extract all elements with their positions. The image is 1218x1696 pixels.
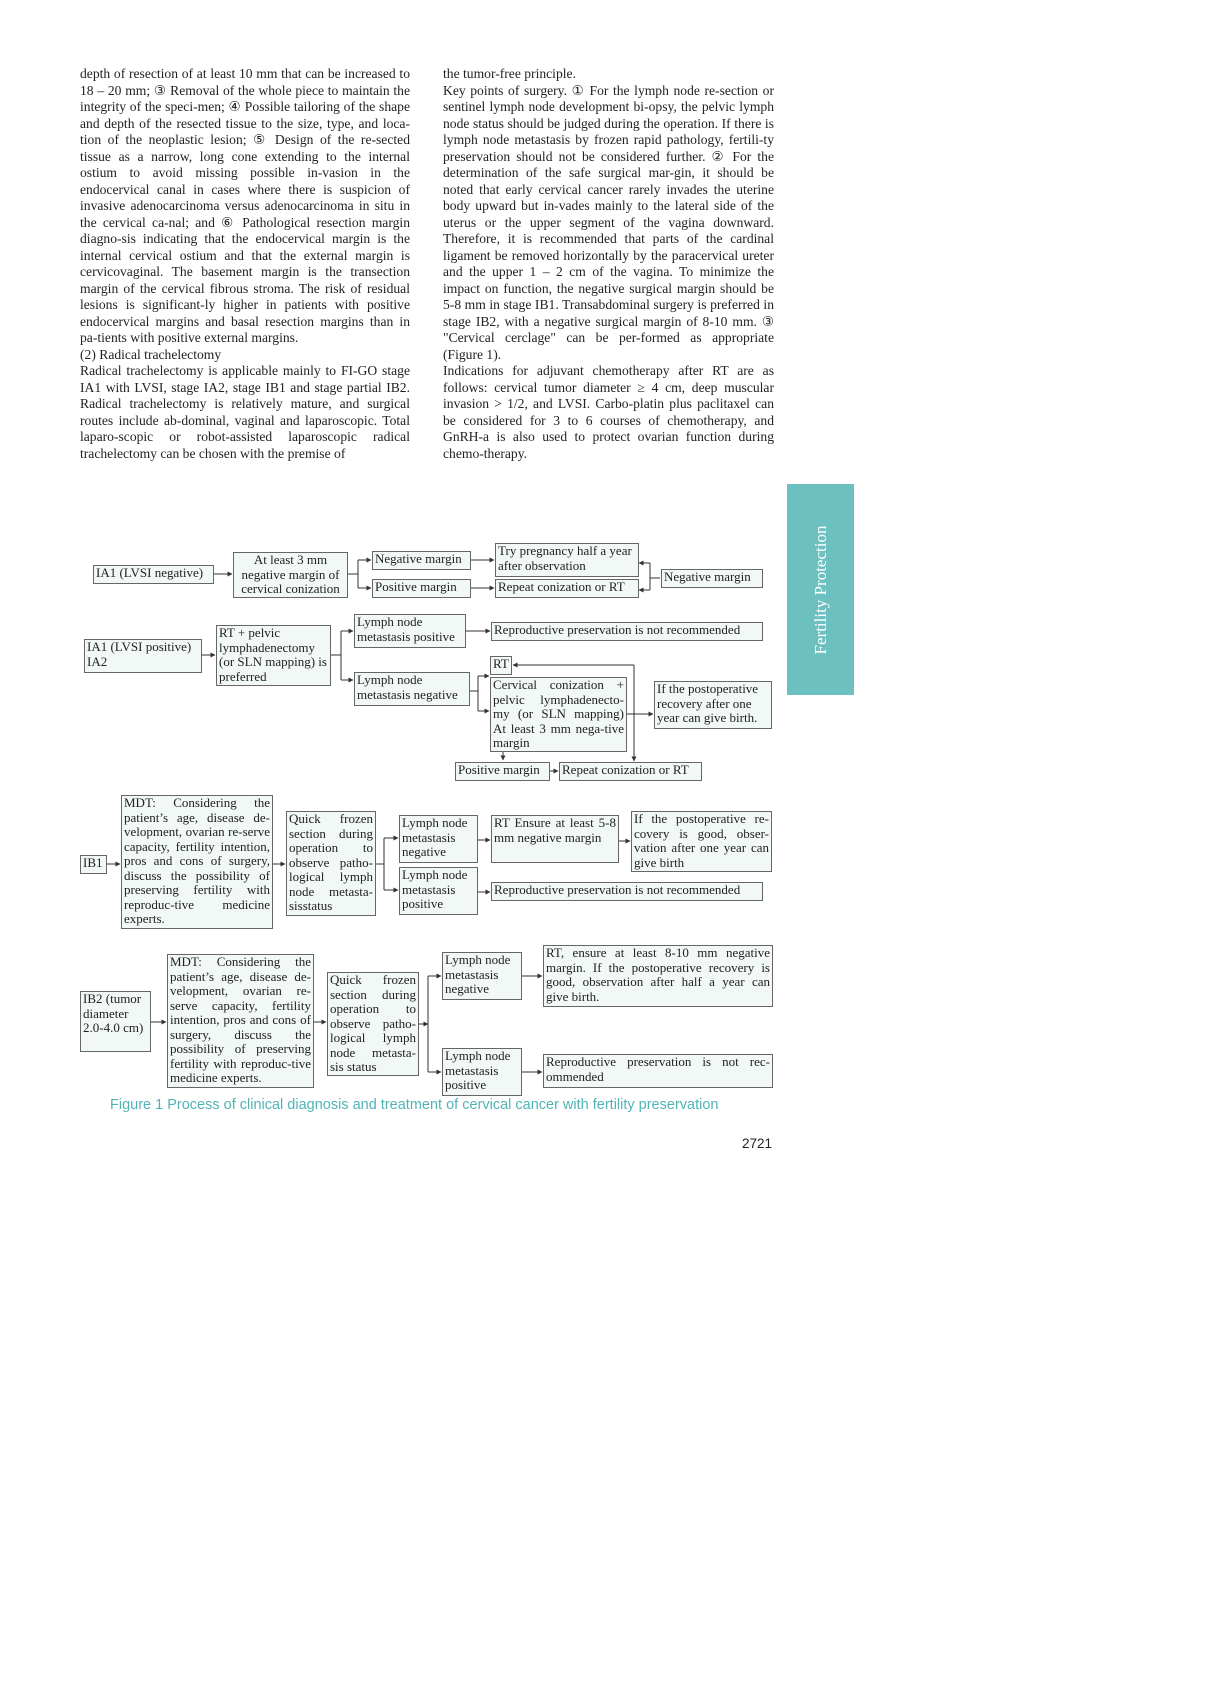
- rt-box: RT: [490, 656, 512, 675]
- postoperative-recovery-box: If the postoperative recovery after one year can give birth.: [654, 681, 772, 729]
- rt-pelvic-lymphadenectomy-box: RT + pelvic lymphadenectomy (or SLN mapping) is preferred: [216, 625, 331, 686]
- ib2-not-recommended-box: Reproductive preservation is not rec-ommended: [543, 1054, 773, 1088]
- mdt-ib2-box: MDT: Considering the patient’s age, disease de-velopment, ovarian re-serve capacity, fertility intention, pros and cons of surgery, discuss the possibility of preserving fertility with reproduc-tive medicine experts.: [167, 954, 314, 1088]
- mdt-ib1-box: MDT: Considering the patient’s age, disease de-velopment, ovarian re-serve capacity, fertility intention, pros and cons of surgery, discuss the possibility of preserving fertility with reproduc-tive medicine experts.: [121, 795, 273, 929]
- negative-margin-right-box: Negative margin: [661, 569, 763, 588]
- stage-ib2-box: IB2 (tumor diameter 2.0-4.0 cm): [80, 991, 151, 1052]
- page-number: 2721: [742, 1136, 773, 1151]
- frozen-section-ib2-box: Quick frozen section during operation to observe patho-logical lymph node metasta-sis status: [327, 972, 419, 1076]
- positive-margin-box: Positive margin: [372, 579, 471, 598]
- stage-ia1-lvsi-negative-box: IA1 (LVSI negative): [93, 565, 214, 584]
- not-recommended-box: Reproductive preservation is not recommended: [491, 622, 763, 641]
- ib1-postoperative-box: If the postoperative re-covery is good, obser-vation after one year can give birth: [631, 811, 772, 872]
- ib2-rt-margin-box: RT, ensure at least 8-10 mm negative margin. If the postoperative recovery is good, observation after half a year can give birth.: [543, 945, 773, 1007]
- stage-ia1-lvsi-positive-ia2-box: IA1 (LVSI positive) IA2: [84, 639, 202, 673]
- right-paragraph-2: Key points of surgery. ① For the lymph node re-section or sentinel lymph node development bi-opsy, the pelvic lymph node status should be judged during the operation. If there is lymph node metastasis by frozen rapid pathology, fertili-ty preservation should not be considered further. ② For the determination of the safe surgical mar-gin, it should be noted that early cervical cancer rarely invades the uterine body upward but in-vades mainly to the lateral side of the uterus or the upper segment of the vagina downward. Therefore, it is recommended that parts of the cardinal ligament be removed horizontally by the paracervical ureter and the upper 1 – 2 cm of the vagina. To minimize the impact on function, the negative surgical margin should be 5-8 mm in stage IB1. Transabdominal surgery is preferred in stage IB2, with a negative surgical margin of 8-10 mm. ③ "Cervical cerclage" can be per-formed as appropriate (Figure 1).: [443, 82, 774, 362]
- figure-caption: Figure 1 Process of clinical diagnosis and treatment of cervical cancer with fertility preservation: [110, 1097, 719, 1113]
- side-tab-label: Fertility Protection: [810, 525, 830, 654]
- positive-margin-lower-box: Positive margin: [455, 762, 550, 781]
- right-paragraph-3: Indications for adjuvant chemotherapy after RT are as follows: cervical tumor diameter ≥ 4 cm, deep muscular invasion > 1/2, and LVSI. Carbo-platin plus paclitaxel can be considered for 3 to 6 courses of chemotherapy, and GnRH-a is also used to protect ovarian function during chemo-therapy.: [443, 363, 774, 461]
- ln-metastasis-positive-box: Lymph node metastasis positive: [354, 614, 466, 648]
- repeat-conization-box: Repeat conization or RT: [495, 579, 639, 598]
- negative-margin-box: Negative margin: [372, 551, 471, 570]
- ib1-ln-positive-box: Lymph node metastasis positive: [399, 867, 478, 915]
- cervical-conization-pelvic-box: Cervical conization + pelvic lymphadenecto-my (or SLN mapping) At least 3 mm nega-tive margin: [490, 677, 627, 752]
- left-paragraph-2: Radical trachelectomy is applicable mainly to FI-GO stage IA1 with LVSI, stage IA2, stage IB1 and stage partial IB2. Radical trachelectomy is relatively mature, and surgical routes include ab-dominal, vaginal and laparoscopic. Total laparo-scopic or robot-assisted laparoscopic radical trachelectomy can be chosen with the premise of: [80, 363, 410, 461]
- section-heading-radical-trachelectomy: (2) Radical trachelectomy: [80, 346, 222, 362]
- stage-ib1-box: IB1: [80, 855, 107, 874]
- frozen-section-ib1-box: Quick frozen section during operation to observe patho-logical lymph node metasta-sisstatus: [286, 811, 376, 916]
- right-paragraph-1: the tumor-free principle.: [443, 66, 576, 81]
- ib1-ln-negative-box: Lymph node metastasis negative: [399, 815, 478, 863]
- repeat-conization-lower-box: Repeat conization or RT: [559, 762, 702, 781]
- ib1-rt-margin-box: RT Ensure at least 5-8 mm negative margin: [491, 815, 619, 863]
- left-paragraph-1: depth of resection of at least 10 mm that can be increased to 18 – 20 mm; ③ Removal of the whole piece to maintain the integrity of the speci-men; ④ Possible tailoring of the shape and depth of the resected tissue to the size, type, and loca-tion of the neoplastic lesion; ⑤ Design of the re-sected tissue as a narrow, long cone extending to the internal ostium to avoid missing possible in-vasion in the endocervical canal in cases where there is suspicion of invasive adenocarcinoma versus adenocarcinoma in situ in the cervical ca-nal; and ⑥ Pathological resection margin diagno-sis indicating that the endocervical margin is the internal cervical ostium and that the external margin is cervicovaginal. The basement margin is the transection margin of the cervical fibrous stroma. The risk of residual lesions is significant-ly higher in patients with positive endocervical margins and basal resection margins than in pa-tients with positive external margins.: [80, 66, 410, 345]
- ib2-ln-positive-box: Lymph node metastasis positive: [442, 1048, 522, 1096]
- try-pregnancy-box: Try pregnancy half a year after observation: [495, 543, 639, 577]
- ib2-ln-negative-box: Lymph node metastasis negative: [442, 952, 522, 1000]
- ln-metastasis-negative-box: Lymph node metastasis negative: [354, 672, 470, 706]
- conization-negative-margin-box: At least 3 mm negative margin of cervical conization: [233, 552, 348, 598]
- ib1-not-recommended-box: Reproductive preservation is not recommended: [491, 882, 763, 901]
